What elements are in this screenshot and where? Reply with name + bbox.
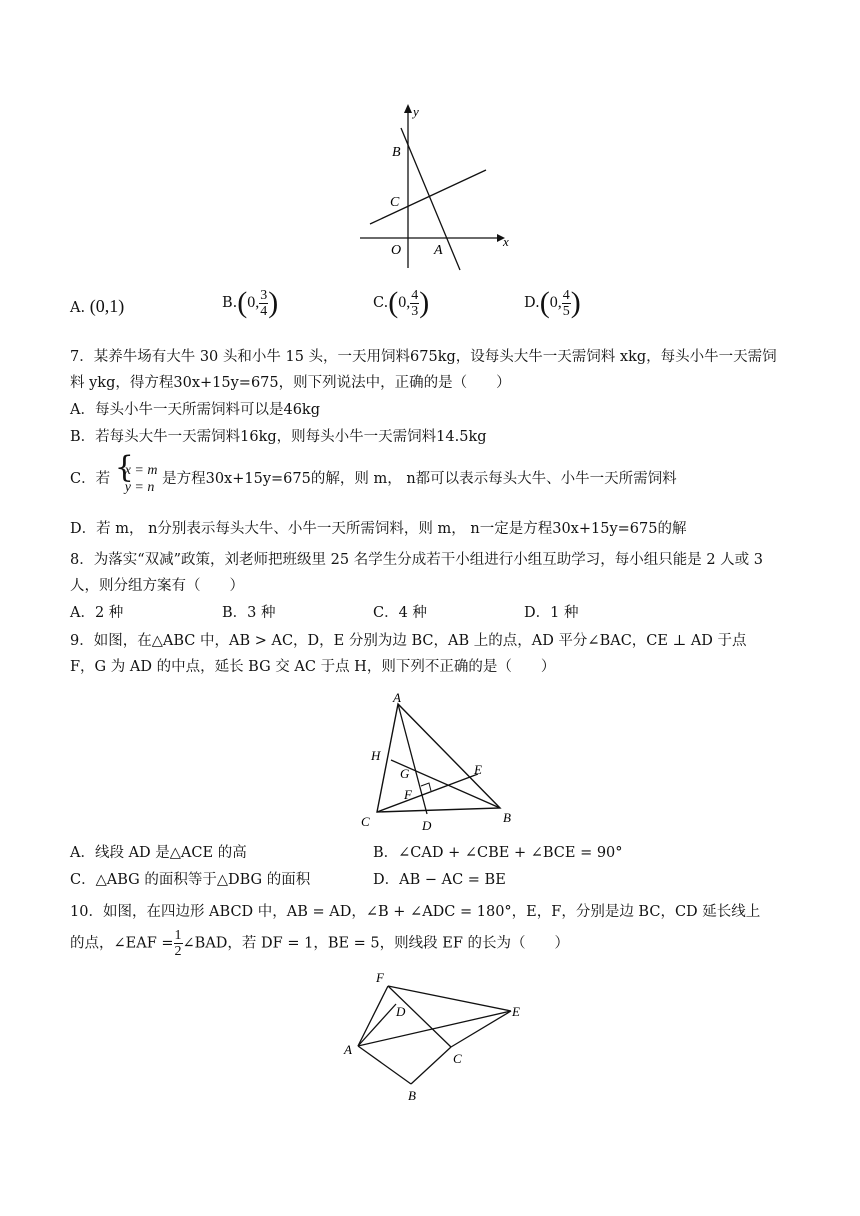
label-o: O [391, 243, 402, 258]
label-x: x [503, 234, 509, 249]
right-angle-mark [421, 783, 431, 791]
segment-ad [398, 704, 427, 814]
segment-ce [377, 774, 478, 812]
figure-quadrilateral-abcd [338, 966, 538, 1106]
segment-af [358, 986, 388, 1046]
label-b: B [392, 145, 401, 160]
y-axis-arrow [404, 104, 412, 113]
line-ab [401, 128, 460, 270]
segment-fe [388, 986, 511, 1011]
label-c: C [390, 195, 400, 210]
fig10-label-b: B [408, 1088, 416, 1103]
q6-option-d: D.(0, $\frac{4}{5}$ ) [524, 286, 581, 319]
q9-option-b: B．∠CAD + ∠CBE + ∠BCE = 90° [373, 845, 623, 861]
q8-option-d: D．1 种 [524, 605, 579, 621]
q9-option-d: D．AB − AC = BE [373, 872, 506, 888]
segment-ae [358, 1011, 511, 1046]
label-y: y [413, 104, 419, 119]
triangle-abc [377, 704, 500, 812]
segment-ad [358, 1004, 396, 1046]
q8-option-c: C．4 种 [373, 605, 427, 621]
q8-option-a: A．2 种 [70, 605, 124, 621]
fig9-label-g: G [400, 766, 410, 781]
q7-option-c: C．若 { x = m y = n 是方程30x+15y=675的解，则 m， n都可以表示每头大牛、小牛一天所需饲料 [70, 450, 677, 495]
fig10-label-e: E [512, 1004, 520, 1019]
line-c [370, 170, 486, 224]
segment-ce [451, 1011, 511, 1047]
fig10-label-d: D [396, 1004, 406, 1019]
q9-option-a: A．线段 AD 是△ACE 的高 [70, 845, 247, 861]
q7-option-b: B．若每头大牛一天需饲料16kg，则每头小牛一天需饲料14.5kg [70, 429, 487, 445]
q7-option-d: D．若 m， n分别表示每头大牛、小牛一天所需饲料，则 m， n一定是方程30x+15y=675的解 [70, 521, 687, 537]
figure-triangle-abc [355, 690, 525, 835]
fig9-label-d: D [422, 818, 432, 833]
fig9-label-e: E [474, 762, 482, 777]
fig10-label-a: A [344, 1042, 352, 1057]
fig10-label-c: C [453, 1051, 462, 1066]
fig9-label-f: F [404, 787, 412, 802]
equation-system: { x = m y = n [114, 450, 158, 495]
q9-stem-line1: 9．如图，在△ABC 中，AB > AC，D，E 分别为边 BC，AB 上的点，AD 平分∠BAC，CE ⊥ AD 于点 [70, 633, 747, 649]
fig9-label-a: A [393, 690, 401, 705]
q7-stem-line2: 料 ykg，得方程30x+15y=675，则下列说法中，正确的是（ ） [70, 375, 511, 391]
q8-stem-line2: 人，则分组方案有（ ） [70, 578, 244, 594]
figure-coordinate-lines [350, 98, 520, 273]
segment-bc [411, 1047, 451, 1084]
segment-ab [358, 1046, 411, 1084]
fig9-label-b: B [503, 810, 511, 825]
q10-stem-line2: 的点，∠EAF = $\frac{1}{2}$ ∠BAD，若 DF = 1，BE = 5，则线段 EF 的长为（ ） [70, 928, 570, 959]
q6-option-a: A. (0,1) [70, 296, 125, 316]
q6-option-c: C.(0, $\frac{4}{3}$ ) [373, 286, 430, 319]
q6-option-b: B.(0, $\frac{3}{4}$ ) [222, 286, 279, 319]
fig9-label-c: C [361, 814, 370, 829]
q9-stem-line2: F，G 为 AD 的中点，延长 BG 交 AC 于点 H，则下列不正确的是（ ） [70, 659, 556, 675]
q7-option-a: A．每头小牛一天所需饲料可以是46kg [70, 402, 320, 418]
q10-stem-line1: 10．如图，在四边形 ABCD 中，AB = AD，∠B + ∠ADC = 180°，E，F，分别是边 BC，CD 延长线上 [70, 904, 761, 920]
q7-stem-line1: 7．某养牛场有大牛 30 头和小牛 15 头，一天用饲料675kg，设每头大牛一天需饲料 xkg，每头小牛一天需饲 [70, 349, 777, 365]
label-a: A [434, 243, 443, 258]
q8-option-b: B．3 种 [222, 605, 276, 621]
fig10-label-f: F [376, 970, 384, 985]
q9-option-c: C．△ABG 的面积等于△DBG 的面积 [70, 872, 311, 888]
fig9-label-h: H [371, 748, 381, 763]
q8-stem-line1: 8．为落实“双减”政策，刘老师把班级里 25 名学生分成若干小组进行小组互助学习，每小组只能是 2 人或 3 [70, 552, 763, 568]
